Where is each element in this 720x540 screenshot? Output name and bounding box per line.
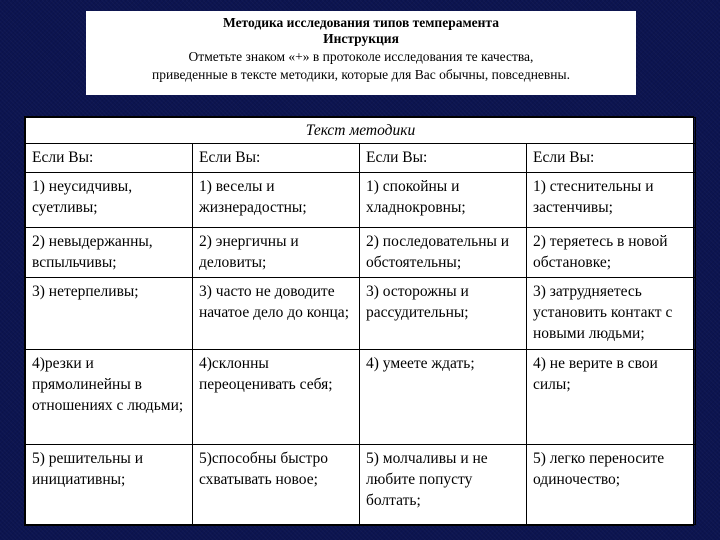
instruction-text-line-1: Отметьте знаком «+» в протоколе исследования те качества, [188,49,534,64]
table-row [26,173,696,228]
table-cell: 2) энергичны и деловиты; [193,228,360,278]
table-cell: 5)способны быстро схватывать новое; [193,445,360,525]
table-row [26,445,696,525]
table-row [26,228,696,278]
table-cell: 3) затрудняетесь установить контакт с новыми людьми; [527,278,696,350]
table-cell: 4)резки и прямолинейны в отношениях с людьми; [26,350,193,445]
table-cell: 4) не верите в свои силы; [527,350,696,445]
table-cell: 3) часто не доводите начатое дело до конца; [193,278,360,350]
column-header: Если Вы: [193,144,360,173]
table-cell: 4) умеете ждать; [360,350,527,445]
table-cell: 1) спокойны и хладнокровны; [360,173,527,228]
table-header-row [26,144,696,173]
table-cell: 2) невыдержанны, вспыльчивы; [26,228,193,278]
table-row [26,278,696,350]
table-caption: Текст методики [26,118,696,144]
table-cell: 3) нетерпеливы; [26,278,193,350]
instruction-heading: Инструкция [323,31,399,46]
column-header: Если Вы: [26,144,193,173]
column-header: Если Вы: [527,144,696,173]
method-title: Методика исследования типов темперамента [223,15,499,30]
instruction-box [86,11,636,95]
table-cell: 3) осторожны и рассудительны; [360,278,527,350]
column-header: Если Вы: [360,144,527,173]
table-cell: 5) легко переносите одиночество; [527,445,696,525]
table-caption-row [26,118,696,144]
instruction-text-line-2: приведенные в тексте методики, которые для Вас обычны, повседневны. [152,67,570,82]
table-cell: 2) теряетесь в новой обстановке; [527,228,696,278]
table-cell: 1) веселы и жизнерадостны; [193,173,360,228]
table-cell: 2) последовательны и обстоятельны; [360,228,527,278]
table-cell: 1) неусидчивы, суетливы; [26,173,193,228]
method-table [25,117,696,525]
table-cell: 5) молчаливы и не любите попусту болтать; [360,445,527,525]
method-table-container [24,116,694,526]
table-cell: 4)склонны переоценивать себя; [193,350,360,445]
table-cell: 5) решительны и инициативны; [26,445,193,525]
table-cell: 1) стеснительны и застенчивы; [527,173,696,228]
table-row [26,350,696,445]
